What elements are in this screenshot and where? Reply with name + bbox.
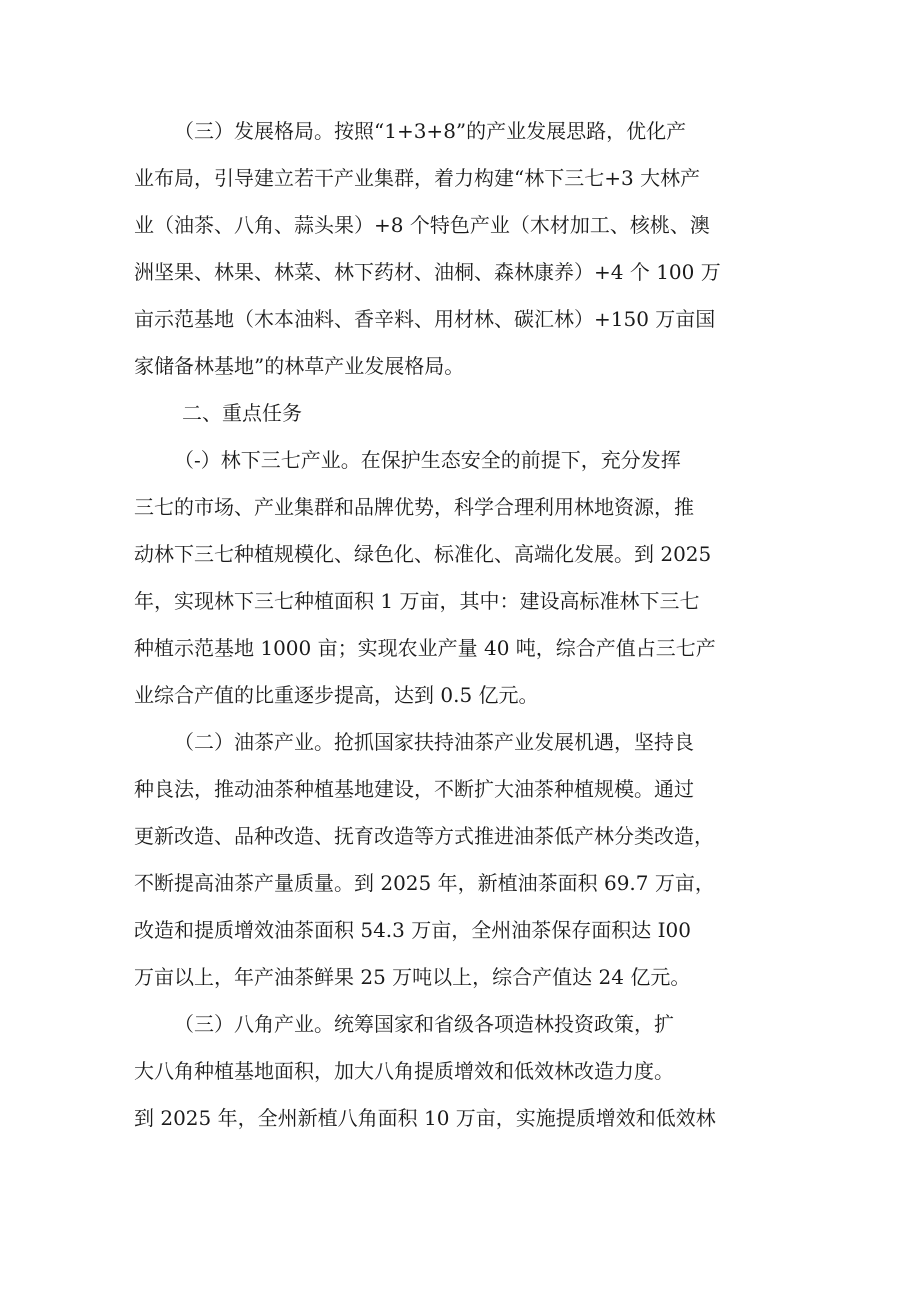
text-line: 改造和提质增效油茶面积 54.3 万亩，全州油茶保存面积达 I00 xyxy=(134,918,691,942)
text-line: （三）发展格局。按照“1+3+8”的产业发展思路，优化产 xyxy=(174,119,687,143)
text-line: 不断提高油茶产量质量。到 2025 年，新植油茶面积 69.7 万亩， xyxy=(134,871,715,895)
text-line: 亩示范基地（木本油料、香辛料、用材林、碳汇林）+150 万亩国 xyxy=(134,307,716,331)
section-heading-key-tasks xyxy=(134,390,794,437)
text-line: 到 2025 年，全州新植八角面积 10 万亩，实施提质增效和低效林 xyxy=(134,1106,716,1130)
text-line: 万亩以上，年产油茶鲜果 25 万吨以上，综合产值达 24 亿元。 xyxy=(134,965,691,989)
text-line: 种良法，推动油茶种植基地建设，不断扩大油茶种植规模。通过 xyxy=(134,777,694,801)
text-line: 业布局，引导建立若干产业集群，着力构建“林下三七+3 大林产 xyxy=(134,166,701,190)
text-line: 家储备林基地”的林草产业发展格局。 xyxy=(134,354,465,378)
text-line: 动林下三七种植规模化、绿色化、标准化、高端化发展。到 2025 xyxy=(134,542,712,566)
text-line: 种植示范基地 1000 亩；实现农业产量 40 吨，综合产值占三七产 xyxy=(134,636,716,660)
text-line: 洲坚果、林果、林菜、林下药材、油桐、森林康养）+4 个 100 万 xyxy=(134,260,721,284)
text-line: 大八角种植基地面积，加大八角提质增效和低效林改造力度。 xyxy=(134,1059,674,1083)
text-line: 更新改造、品种改造、抚育改造等方式推进油茶低产林分类改造， xyxy=(134,824,714,848)
text-line: （三）八角产业。统筹国家和省级各项造林投资政策，扩 xyxy=(174,1012,674,1036)
text-line: 业（油茶、八角、蒜头果）+8 个特色产业（木材加工、核桃、澳 xyxy=(134,213,710,237)
paragraph-youcha-industry xyxy=(134,719,794,1001)
section-heading: 二、重点任务 xyxy=(182,401,302,425)
text-line: （-）林下三七产业。在保护生态安全的前提下，充分发挥 xyxy=(174,448,681,472)
paragraph-development-layout xyxy=(134,108,794,390)
paragraph-bajiao-industry xyxy=(134,1001,794,1142)
text-line: 业综合产值的比重逐步提高，达到 0.5 亿元。 xyxy=(134,683,539,707)
paragraph-sanqi-industry xyxy=(134,437,794,719)
text-line: 年，实现林下三七种植面积 1 万亩，其中：建设高标准林下三七 xyxy=(134,589,700,613)
document-body xyxy=(134,108,794,1142)
text-line: （二）油茶产业。抢抓国家扶持油茶产业发展机遇，坚持良 xyxy=(174,730,694,754)
text-line: 三七的市场、产业集群和品牌优势，科学合理利用林地资源，推 xyxy=(134,495,694,519)
